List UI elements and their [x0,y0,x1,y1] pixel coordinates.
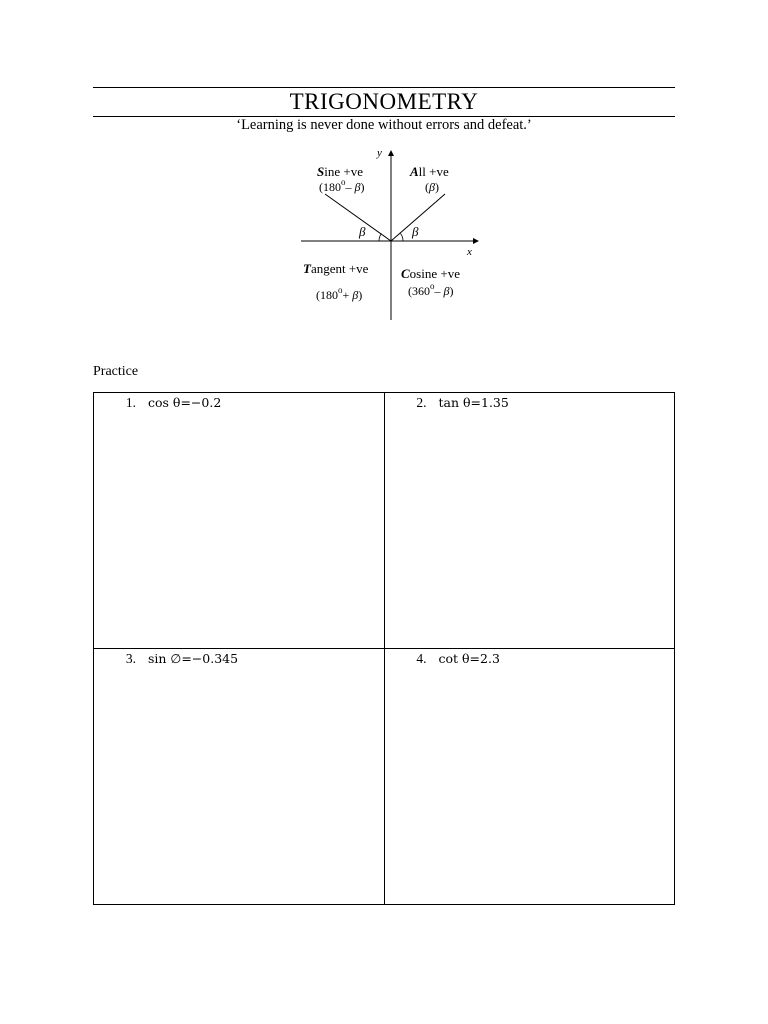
question-number: 2. [416,395,427,410]
sine-label: Sine +ve [317,164,363,179]
question-expression: cot θ=2.3 [438,651,500,666]
quote: ‘Learning is never done without errors and defeat.’ [236,117,532,133]
page-title: TRIGONOMETRY [289,89,479,114]
answer-box-1[interactable] [94,393,385,649]
beta-left: β [359,224,366,239]
cosine-label: Cosine +ve [401,266,460,281]
x-axis-label: x [467,246,472,258]
answer-box-3[interactable] [94,649,385,905]
question-1 [94,393,384,411]
sine-angle: (180$^o$– β) [319,177,365,194]
question-2 [385,393,675,411]
answer-box-2[interactable] [384,393,675,649]
angle-arc-left [379,234,382,242]
answer-box-4[interactable] [384,649,675,905]
practice-heading: Practice [93,364,139,379]
all-angle: (β) [425,180,439,194]
question-number: 4. [416,651,427,666]
y-axis-label: y [377,147,382,159]
y-axis-arrow [388,150,394,156]
question-number: 1. [125,395,136,410]
cast-diagram [295,142,485,324]
tangent-angle: $(180^o+ \beta)$ [316,285,363,302]
beta-right: β [412,224,419,239]
question-number: 3. [125,651,136,666]
question-3 [94,649,384,667]
tangent-label: Tangent +ve [303,261,369,276]
angle-arc-right [401,234,404,242]
question-expression: cos θ=−0.2 [148,395,222,410]
all-label: All +ve [410,164,449,179]
question-expression: tan θ=1.35 [438,395,509,410]
cosine-angle: (360$^o$– β) [408,281,454,298]
practice-grid [93,392,675,905]
question-expression: sin ∅=−0.345 [148,651,239,666]
question-4 [385,649,675,667]
x-axis-arrow [473,238,479,244]
